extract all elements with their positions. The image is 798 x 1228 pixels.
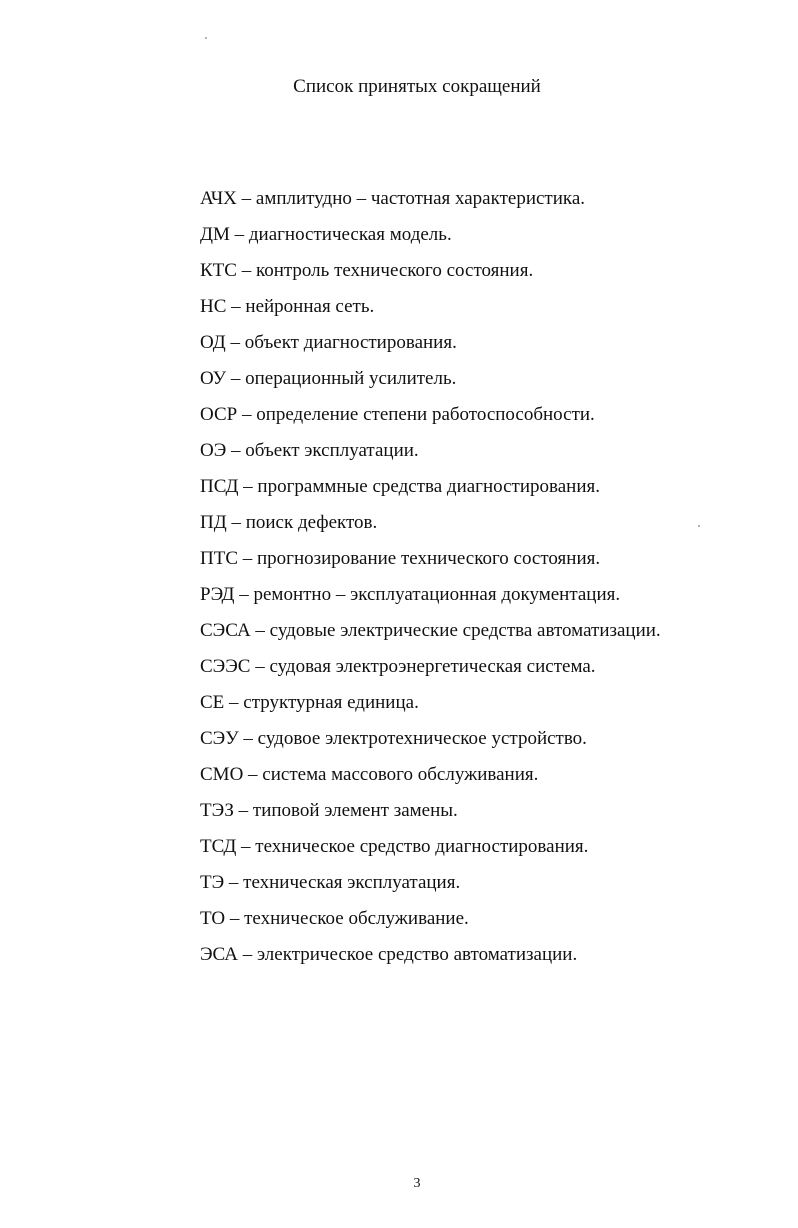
abbreviation-entry [200, 469, 661, 505]
abbreviation-term: ОЭ [200, 440, 227, 461]
page-number: 3 [413, 1176, 421, 1191]
abbreviation-separator: – [226, 296, 246, 317]
abbreviation-entry [200, 217, 661, 253]
abbreviation-entry [200, 865, 661, 901]
abbreviation-separator: – [226, 368, 246, 389]
page-title: Список принятых сокращений [293, 76, 541, 97]
abbreviation-term: ЭСА [200, 944, 238, 965]
abbreviation-entry [200, 541, 661, 577]
abbreviation-definition: операционный усилитель. [245, 368, 457, 389]
abbreviation-term: ТЭЗ [200, 800, 234, 821]
abbreviation-separator: – [233, 800, 253, 821]
abbreviation-term: ОД [200, 332, 226, 353]
abbreviation-separator: – [237, 404, 257, 425]
abbreviation-separator: – [236, 188, 256, 209]
abbreviation-separator: – [238, 728, 258, 749]
abbreviation-entry [200, 901, 661, 937]
abbreviation-term: ОУ [200, 368, 227, 389]
abbreviation-entry [200, 253, 661, 289]
abbreviation-definition: диагностическая модель. [248, 224, 452, 245]
abbreviation-separator: – [224, 692, 244, 713]
abbreviation-definition: ремонтно – эксплуатационная документация. [253, 584, 621, 605]
abbreviation-separator: – [236, 836, 256, 857]
abbreviation-entry [200, 829, 661, 865]
abbreviation-definition: электрическое средство автоматизации. [257, 944, 578, 965]
abbreviation-entry [200, 613, 661, 649]
abbreviation-separator: – [238, 944, 257, 965]
abbreviation-separator: – [238, 476, 258, 497]
abbreviation-entry [200, 505, 661, 541]
abbreviation-definition: объект эксплуатации. [245, 440, 419, 461]
abbreviation-entry [200, 361, 661, 397]
abbreviation-definition: судовые электрические средства автоматизации. [269, 620, 661, 641]
abbreviation-entry [200, 721, 661, 757]
abbreviation-entry [200, 577, 661, 613]
abbreviation-separator: – [250, 620, 270, 641]
abbreviation-entry [200, 757, 661, 793]
abbreviation-definition: определение степени работоспособности. [256, 404, 595, 425]
abbreviation-separator: – [226, 512, 246, 533]
abbreviation-term: РЭД [200, 584, 235, 605]
abbreviation-term: ПСД [200, 476, 239, 497]
abbreviation-entry [200, 433, 661, 469]
abbreviation-definition: объект диагностирования. [244, 332, 457, 353]
abbreviation-separator: – [234, 584, 254, 605]
scan-speck [698, 525, 700, 527]
abbreviation-separator: – [225, 908, 245, 929]
abbreviation-definition: нейронная сеть. [245, 296, 375, 317]
abbreviation-term: СЕ [200, 692, 225, 713]
abbreviation-definition: поиск дефектов. [245, 512, 378, 533]
abbreviation-separator: – [226, 440, 246, 461]
abbreviation-term: АЧХ [200, 188, 237, 209]
abbreviation-term: ОСР [200, 404, 238, 425]
abbreviation-entry [200, 937, 661, 973]
abbreviation-separator: – [225, 332, 245, 353]
abbreviation-term: ПД [200, 512, 227, 533]
abbreviation-separator: – [229, 224, 249, 245]
abbreviation-definition: техническое средство диагностирования. [255, 836, 589, 857]
abbreviation-entry [200, 397, 661, 433]
abbreviation-entry [200, 325, 661, 361]
abbreviation-list [200, 181, 661, 973]
abbreviation-separator: – [236, 260, 256, 281]
abbreviation-definition: контроль технического состояния. [255, 260, 534, 281]
abbreviation-separator: – [224, 872, 244, 893]
abbreviation-term: ТЭ [200, 872, 225, 893]
abbreviation-term: СЭЭС [200, 656, 251, 677]
abbreviation-definition: структурная единица. [243, 692, 419, 713]
abbreviation-definition: типовой элемент замены. [252, 800, 458, 821]
abbreviation-definition: техническое обслуживание. [244, 908, 469, 929]
abbreviation-term: КТС [200, 260, 237, 281]
abbreviation-entry [200, 685, 661, 721]
abbreviation-term: НС [200, 296, 227, 317]
abbreviation-term: ТО [200, 908, 226, 929]
abbreviation-definition: судовое электротехническое устройство. [257, 728, 587, 749]
abbreviation-definition: техническая эксплуатация. [243, 872, 461, 893]
abbreviation-term: ТСД [200, 836, 237, 857]
abbreviation-separator: – [238, 548, 257, 569]
abbreviation-definition: судовая электроэнергетическая система. [269, 656, 596, 677]
abbreviation-entry [200, 289, 661, 325]
abbreviation-definition: амплитудно – частотная характеристика. [255, 188, 586, 209]
abbreviation-term: СЭУ [200, 728, 239, 749]
abbreviation-entry [200, 793, 661, 829]
abbreviation-definition: программные средства диагностирования. [257, 476, 600, 497]
abbreviation-definition: прогнозирование технического состояния. [257, 548, 601, 569]
abbreviation-term: СМО [200, 764, 244, 785]
abbreviation-separator: – [243, 764, 263, 785]
scan-speck [205, 37, 207, 39]
abbreviation-term: СЭСА [200, 620, 251, 641]
abbreviation-entry [200, 181, 661, 217]
abbreviation-term: ПТС [200, 548, 238, 569]
abbreviation-term: ДМ [200, 224, 230, 245]
abbreviation-entry [200, 649, 661, 685]
abbreviation-separator: – [250, 656, 270, 677]
abbreviation-definition: система массового обслуживания. [262, 764, 539, 785]
